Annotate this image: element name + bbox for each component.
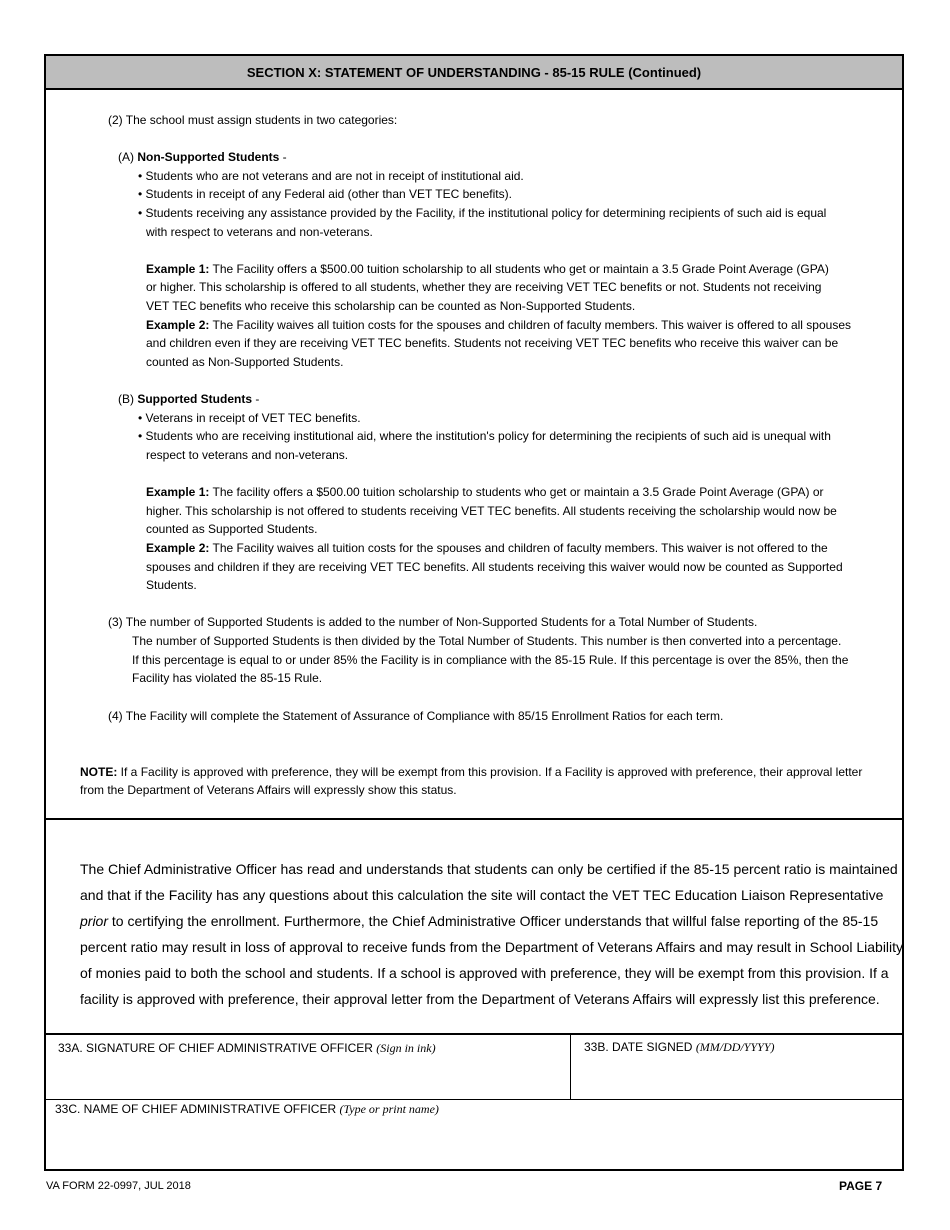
example-a1-line: Example 1: The Facility offers a $500.00 tuition scholarship to all students who get or maintain a 3.5 Grade Point Average (GPA) bbox=[146, 262, 829, 276]
page-number: PAGE 7 bbox=[839, 1179, 883, 1193]
statement-line: prior to certifying the enrollment. Furthermore, the Chief Administrative Officer understands that willful false reporting of the 85-15 bbox=[80, 913, 879, 929]
category-a-heading: (A) Non-Supported Students - bbox=[118, 150, 287, 164]
form-id: VA FORM 22-0997, JUL 2018 bbox=[46, 1180, 191, 1192]
statement-line: of monies paid to both the school and students. If a school is approved with preference, they will be exempt from this provision. If a bbox=[80, 965, 889, 981]
section-title: SECTION X: STATEMENT OF UNDERSTANDING - 85-15 RULE (Continued) bbox=[246, 64, 702, 80]
item-4: (4) The Facility will complete the Statement of Assurance of Compliance with 85/15 Enrollment Ratios for each term. bbox=[108, 709, 724, 723]
item-3-line: If this percentage is equal to or under 85% the Facility is in compliance with the 85-15 Rule. If this percentage is over the 85%, then the bbox=[132, 653, 849, 667]
example-a2-line: and children even if they are receiving VET TEC benefits. Students not receiving VET TEC benefits who receive this waiver can be bbox=[146, 336, 839, 350]
example-label: Example 2: bbox=[146, 541, 210, 555]
field-separator bbox=[570, 1034, 571, 1100]
example-a2-line: Example 2: The Facility waives all tuition costs for the spouses and children of faculty members. This waiver is offered to all spouses bbox=[146, 318, 852, 332]
example-a1-line: or higher. This scholarship is offered to all students, whether they are receiving VET TEC benefits or not. Students not receiving bbox=[146, 280, 822, 294]
example-b1-line: higher. This scholarship is not offered to students receiving VET TEC benefits. All students receiving the scholarship would now be bbox=[146, 504, 837, 518]
example-label: Example 2: bbox=[146, 318, 210, 332]
example-b2-line: spouses and children if they are receiving VET TEC benefits. All students receiving this waiver would now be counted as Supported bbox=[146, 560, 843, 574]
section-header bbox=[46, 56, 902, 90]
category-b-title: Supported Students bbox=[137, 392, 253, 406]
statement-line: percent ratio may result in loss of approval to receive funds from the Department of Veterans Affairs and may result in School Liability bbox=[80, 939, 904, 955]
example-b1-line: Example 1: The facility offers a $500.00 tuition scholarship to students who get or maintain a 3.5 Grade Point Average (GPA) or bbox=[146, 485, 824, 499]
example-a1-line: VET TEC benefits who receive this scholarship can be counted as Non-Supported Students. bbox=[146, 299, 636, 313]
note-line: from the Department of Veterans Affairs will expressly show this status. bbox=[80, 783, 457, 797]
example-label: Example 1: bbox=[146, 262, 210, 276]
example-label: Example 1: bbox=[146, 485, 210, 499]
date-signed-field[interactable]: 33B. DATE SIGNED (MM/DD/YYYY) bbox=[584, 1040, 775, 1054]
example-a2-line: counted as Non-Supported Students. bbox=[146, 355, 344, 369]
list-item-continuation: with respect to veterans and non-veterans. bbox=[146, 225, 373, 239]
signature-divider bbox=[46, 1033, 902, 1035]
item-3-line: Facility has violated the 85-15 Rule. bbox=[132, 671, 323, 685]
list-item-continuation: respect to veterans and non-veterans. bbox=[146, 448, 349, 462]
list-item: • Veterans in receipt of VET TEC benefits. bbox=[138, 411, 361, 425]
note-line: NOTE: If a Facility is approved with preference, they will be exempt from this provision. If a Facility is approved with preference, their approval letter bbox=[80, 765, 863, 779]
list-item: • Students who are receiving institutional aid, where the institution's policy for determining the recipients of such aid is unequal with bbox=[138, 429, 831, 443]
statement-line: The Chief Administrative Officer has read and understands that students can only be certified if the 85-15 percent ratio is maintained bbox=[80, 861, 898, 877]
statement-line: facility is approved with preference, their approval letter from the Department of Veterans Affairs will expressly list this preference. bbox=[80, 991, 880, 1007]
list-item: • Students who are not veterans and are not in receipt of institutional aid. bbox=[138, 169, 524, 183]
category-b-heading: (B) Supported Students - bbox=[118, 392, 260, 406]
item-2-intro: (2) The school must assign students in two categories: bbox=[108, 113, 398, 127]
statement-line: and that if the Facility has any questions about this calculation the site will contact the VET TEC Education Liaison Representative bbox=[80, 887, 884, 903]
example-b2-line: Students. bbox=[146, 578, 197, 592]
field-row-divider bbox=[46, 1099, 902, 1100]
example-b1-line: counted as Supported Students. bbox=[146, 522, 318, 536]
example-b2-line: Example 2: The Facility waives all tuition costs for the spouses and children of faculty members. This waiver is not offered to the bbox=[146, 541, 828, 555]
note-label: NOTE: bbox=[80, 765, 118, 779]
cao-statement bbox=[80, 856, 906, 1012]
item-3-line: (3) The number of Supported Students is added to the number of Non-Supported Students for a Total Number of Students. bbox=[108, 615, 758, 629]
list-item: • Students receiving any assistance provided by the Facility, if the institutional policy for determining recipients of such aid is equal bbox=[138, 206, 827, 220]
item-3-line: The number of Supported Students is then divided by the Total Number of Students. This number is then converted into a percentage. bbox=[132, 634, 842, 648]
section-divider bbox=[46, 818, 902, 820]
list-item: • Students in receipt of any Federal aid (other than VET TEC benefits). bbox=[138, 187, 512, 201]
signature-field[interactable]: 33A. SIGNATURE OF CHIEF ADMINISTRATIVE OFFICER (Sign in ink) bbox=[58, 1041, 436, 1055]
category-a-title: Non-Supported Students bbox=[137, 150, 280, 164]
form-section-x bbox=[44, 54, 904, 1171]
officer-name-field[interactable]: 33C. NAME OF CHIEF ADMINISTRATIVE OFFICER (Type or print name) bbox=[55, 1102, 439, 1116]
